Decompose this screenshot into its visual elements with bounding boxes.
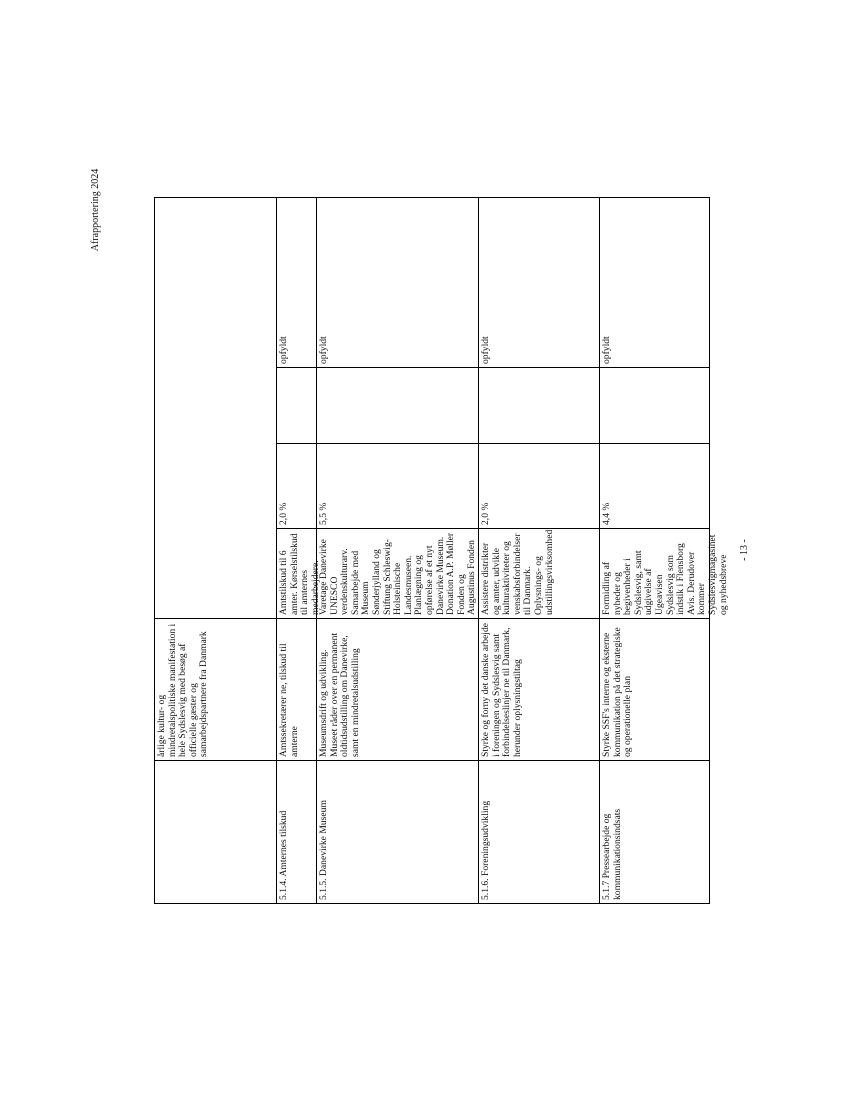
table-cell-col5 bbox=[602, 370, 706, 440]
table-cell-goal: Amtssekretærer ne, tilskud til amterne bbox=[278, 643, 300, 757]
table-col-rule bbox=[276, 443, 316, 444]
table-cell-share: 2,0 % bbox=[480, 502, 491, 525]
table-col-rule bbox=[599, 443, 709, 444]
table-bottom-rule bbox=[154, 903, 710, 904]
table-col-rule bbox=[154, 760, 276, 761]
table-cell-area: 5.1.4. Amternes tilskud bbox=[278, 810, 289, 900]
table-row-rule bbox=[154, 197, 155, 904]
table-cell-share: 5,5 % bbox=[318, 502, 329, 525]
table-row-rule bbox=[599, 197, 600, 904]
table-cell-activity: Amtstilskud til 6 amter. Kørselstilskud til amternes medarbejdere. bbox=[278, 533, 321, 615]
table-col-rule bbox=[276, 760, 316, 761]
table-col-rule bbox=[276, 367, 316, 368]
table-cell-activity: Assistere distrikter og amter, udvikle kulturaktiviteter og venskabsforbindelser til Danmark. Oplysnings- og udstillingsvirksomhed bbox=[480, 529, 555, 615]
table-col-rule bbox=[599, 367, 709, 368]
table-col-rule bbox=[599, 760, 709, 761]
table-col-rule bbox=[599, 618, 709, 619]
table-cell-status: opfyldt bbox=[480, 336, 491, 364]
table-col-rule bbox=[478, 760, 599, 761]
table-cell-status: opfyldt bbox=[318, 336, 329, 364]
table-col-rule bbox=[276, 528, 316, 529]
table-col-rule bbox=[478, 618, 599, 619]
table-col-rule bbox=[478, 528, 599, 529]
table-col-rule bbox=[316, 367, 478, 368]
table-cell-area: 5.1.6. Foreningsudvikling bbox=[480, 800, 491, 900]
table-cell-goal: Museumsdrift og udvikling. Museet råder over en permanent oldtidsudstilling om Danevirke, samt en mindretalsudstilling bbox=[318, 632, 361, 757]
table-col-rule bbox=[154, 618, 276, 619]
table-col-rule bbox=[478, 443, 599, 444]
table-col-rule bbox=[276, 618, 316, 619]
table-top-rule bbox=[154, 197, 710, 198]
table-cell-col5 bbox=[319, 370, 475, 440]
table-cell-col5 bbox=[279, 370, 313, 440]
table-row-rule bbox=[478, 197, 479, 904]
table-col-rule bbox=[316, 760, 478, 761]
table-cell-activity: Formidling af nyheder og begivenheder i Sydslesvig, samt udgivelse af Ugeavisen Sydslesvig som indstik i Flensborg Avis. Derudover kommer Sydslesvigmagasinet og nyhedsbreve bbox=[601, 534, 729, 615]
table-cell-goal: årlige kultur- og mindretalspolitiske manifestation i hele Sydslesvig med besøg af officielle gæster og samarbejdspartnere fra Danmark bbox=[156, 623, 210, 757]
table-col-rule bbox=[316, 443, 478, 444]
table-col-rule bbox=[316, 528, 478, 529]
table-cell-goal: Styrke og forny det danske arbejde i foreningen og Sydslesvig samt forbindelseslinjer ne til Danmark, herunder oplysningstiltag bbox=[480, 622, 523, 757]
table-cell-activity bbox=[157, 531, 273, 615]
table-cell-status bbox=[157, 200, 273, 364]
table-cell-share bbox=[157, 446, 273, 525]
table-cell-activity: Varetage Danevirke UNESCO verdenskulturarv. Samarbejde med Museum Sønderjylland og Stiftung Schleswig-Holsteinische Landesmuseen. Planlægning og opførelse af et nyt Danevirke Museum. Donation A.P. Møller Fonden og Augustinus Fonden bbox=[318, 532, 478, 615]
table-col-rule bbox=[478, 367, 599, 368]
table-cell-area bbox=[157, 763, 273, 900]
table-row-rule bbox=[276, 197, 277, 904]
table-cell-share: 2,0 % bbox=[278, 502, 289, 525]
table-cell-area: 5.1.5. Danevirke Museum bbox=[318, 800, 329, 900]
table-cell-col5 bbox=[157, 370, 273, 440]
page-header: Afrapportering 2024 bbox=[90, 168, 101, 252]
table-col-rule bbox=[316, 618, 478, 619]
table-cell-share: 4,4 % bbox=[601, 502, 612, 525]
table-cell-status: opfyldt bbox=[601, 336, 612, 364]
table-cell-status: opfyldt bbox=[278, 336, 289, 364]
page-number: - 13 - bbox=[739, 539, 750, 561]
table-cell-goal: Styrke SSF's interne og eksterne kommunikation på det strategiske og operationelle plan bbox=[601, 627, 634, 757]
table-cell-col5 bbox=[481, 370, 596, 440]
table-row-rule bbox=[316, 197, 317, 904]
table-col-rule bbox=[599, 528, 709, 529]
table-cell-area: 5.1.7 Pressearbejde og kommunikationsindsats bbox=[601, 808, 623, 900]
